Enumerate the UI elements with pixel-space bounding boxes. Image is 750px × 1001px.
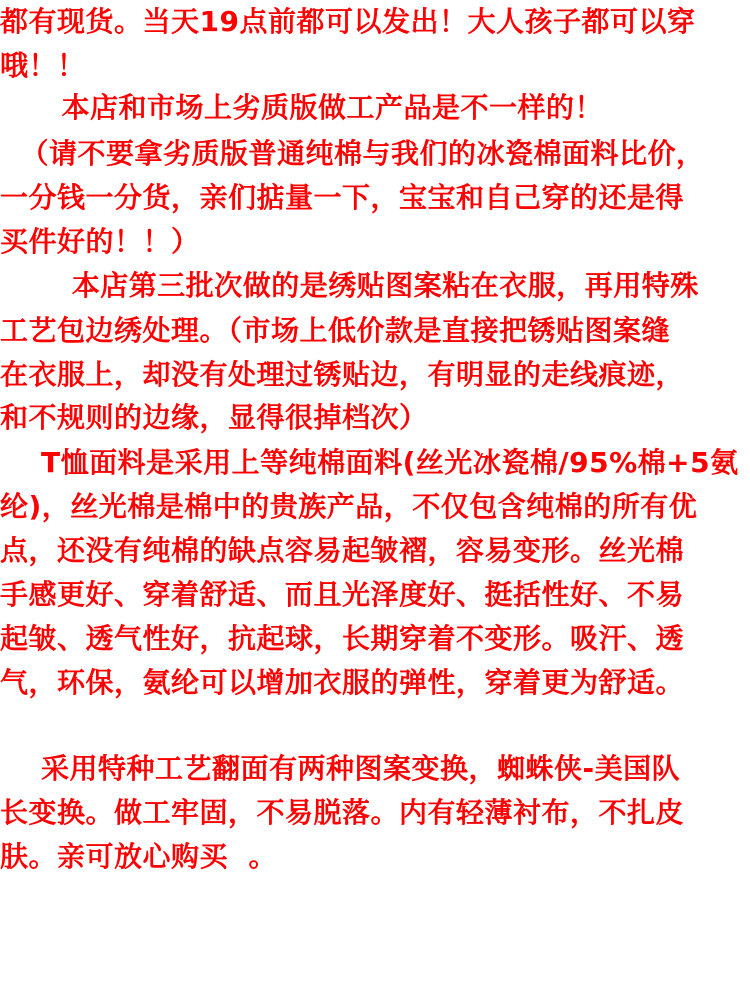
text-line: （请不要拿劣质版普通纯棉与我们的冰瓷棉面料比价，: [0, 137, 705, 170]
text-line: 采用特种工艺翻面有两种图案变换，蜘蛛侠-美国队: [0, 752, 681, 785]
text-line: 买件好的！！）: [0, 225, 200, 258]
text-line: 在衣服上，却没有处理过锈贴边，有明显的走线痕迹，: [0, 358, 685, 391]
text-line: 起皱、透气性好，抗起球，长期穿着不变形。吸汗、透: [0, 622, 685, 655]
text-line: 气，环保，氨纶可以增加衣服的弹性，穿着更为舒适。: [0, 666, 685, 699]
text-line: 和不规则的边缘，显得很掉档次）: [0, 401, 428, 434]
text-line: 一分钱一分货，亲们掂量一下，宝宝和自己穿的还是得: [0, 181, 685, 214]
text-line: 工艺包边绣处理。（市场上低价款是直接把锈贴图案缝: [0, 314, 671, 347]
text-line: 手感更好、穿着舒适、而且光泽度好、挺括性好、不易: [0, 578, 685, 611]
text-line: T恤面料是采用上等纯棉面料(丝光冰瓷棉/95%棉+5氨: [0, 446, 739, 479]
text-line: 都有现货。当天19点前都可以发出！大人孩子都可以穿: [0, 5, 696, 38]
text-line: 纶)，丝光棉是棉中的贵族产品，不仅包含纯棉的所有优: [0, 490, 698, 523]
text-line: 肤。亲可放心购买 。: [0, 840, 277, 873]
text-line: 本店第三批次做的是绣贴图案粘在衣服，再用特殊: [0, 269, 699, 302]
text-line: 哦！！: [0, 49, 86, 82]
text-line: 点，还没有纯棉的缺点容易起皱褶，容易变形。丝光棉: [0, 534, 685, 567]
text-line: 长变换。做工牢固，不易脱落。内有轻薄衬布，不扎皮: [0, 796, 685, 829]
text-line: 本店和市场上劣质版做工产品是不一样的！: [0, 91, 603, 124]
